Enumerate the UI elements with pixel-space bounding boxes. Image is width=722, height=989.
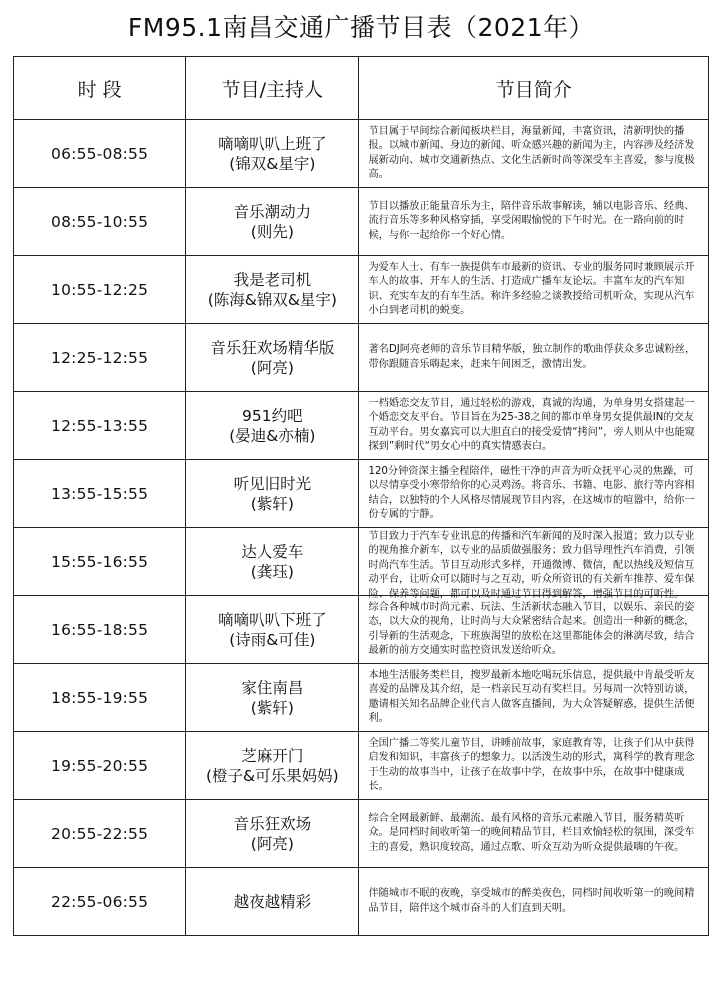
program-description: 一档婚恋交友节目，通过轻松的游戏，真诚的沟通，为单身男女搭建起一个婚恋交友平台。节目旨在为25-38之间的都市单身男女提供最IN的交友互动平台。男女嘉宾可以大胆直白的接受爱情“拷问”，旁人则从中也能窥探到”剩时代“男女心中的真实情感表白。 bbox=[368, 397, 695, 452]
description-cell bbox=[359, 664, 709, 732]
description-cell bbox=[359, 596, 709, 664]
program-cell bbox=[186, 324, 359, 392]
program-cell bbox=[186, 188, 359, 256]
program-name: 听见旧时光 bbox=[233, 474, 312, 493]
program-cell bbox=[186, 120, 359, 188]
program-cell bbox=[186, 664, 359, 732]
table-row bbox=[14, 324, 709, 392]
table-row bbox=[14, 256, 709, 324]
time-slot: 10:55-12:25 bbox=[14, 256, 186, 324]
schedule-body bbox=[14, 120, 709, 936]
program-host: (阿亮) bbox=[250, 834, 294, 853]
table-row bbox=[14, 188, 709, 256]
header-description: 节目简介 bbox=[359, 57, 709, 120]
program-host: (晏迪&亦楠) bbox=[229, 426, 316, 445]
program-name: 芝麻开门 bbox=[241, 746, 304, 765]
program-name: 家住南昌 bbox=[241, 678, 304, 697]
table-row bbox=[14, 732, 709, 800]
program-host: (陈海&锦双&星宇) bbox=[207, 290, 337, 309]
program-host: (龚珏) bbox=[250, 562, 294, 581]
description-cell bbox=[359, 732, 709, 800]
program-name: 音乐狂欢场精华版 bbox=[210, 338, 335, 357]
description-cell bbox=[359, 324, 709, 392]
time-slot: 20:55-22:55 bbox=[14, 800, 186, 868]
program-cell bbox=[186, 460, 359, 528]
description-cell bbox=[359, 120, 709, 188]
table-header-row bbox=[14, 57, 709, 120]
program-name: 音乐潮动力 bbox=[233, 202, 312, 221]
program-cell bbox=[186, 800, 359, 868]
time-slot: 12:55-13:55 bbox=[14, 392, 186, 460]
program-host: (则先) bbox=[250, 222, 294, 241]
program-name: 我是老司机 bbox=[233, 270, 312, 289]
time-slot: 16:55-18:55 bbox=[14, 596, 186, 664]
program-host: (阿亮) bbox=[250, 358, 294, 377]
time-slot: 13:55-15:55 bbox=[14, 460, 186, 528]
program-description: 本地生活服务类栏目，搜罗最新本地吃喝玩乐信息，提供最中肯最受听友喜爱的品牌及其介绍，是一档亲民互动有奖栏目。另每周一次特别访谈，邀请相关知名品牌企业代言人做客直播间，为大众答疑解惑，提供生活便利。 bbox=[368, 669, 695, 724]
program-host: (紫轩) bbox=[250, 698, 294, 717]
schedule-table bbox=[13, 56, 709, 936]
program-host: (紫轩) bbox=[250, 494, 294, 513]
program-name: 951约吧 bbox=[242, 406, 303, 425]
program-cell bbox=[186, 528, 359, 596]
program-host: (诗雨&可佳) bbox=[229, 630, 316, 649]
description-cell bbox=[359, 868, 709, 936]
table-row bbox=[14, 800, 709, 868]
time-slot: 22:55-06:55 bbox=[14, 868, 186, 936]
program-description: 节目属于早间综合新闻板块栏目，海量新闻，丰富资讯，清新明快的播报。以城市新闻、身边的新闻、听众感兴趣的新闻为主，内容涉及经济发展新动向、城市交通新热点、文化生活新时尚等深受车主喜爱，参与度极高。 bbox=[368, 125, 695, 180]
program-name: 越夜越精彩 bbox=[233, 892, 312, 911]
program-name: 嘀嘀叭叭上班了 bbox=[218, 134, 327, 153]
program-host: (橙子&可乐果妈妈) bbox=[206, 766, 339, 785]
description-cell bbox=[359, 392, 709, 460]
program-cell bbox=[186, 596, 359, 664]
program-description: 节目致力于汽车专业讯息的传播和汽车新闻的及时深入报道；致力以专业的视角推介新车，以专业的品质做强服务；致力倡导理性汽车消费，引领时尚汽车生活。节目互动形式多样，开通微博、微信，配以热线及短信互动平台，让听众可以随时与之互动，听众所资讯的有关新车推荐、爱车保险、保养等问题，都可以及时通过节目得到解答，增强节目的可听性。 bbox=[368, 530, 695, 600]
program-description: 为爱车人士、有车一族提供车市最新的资讯、专业的服务同时兼顾展示开车人的故事、开车人的生活、打造成广播车友论坛。丰富车友的汽车知识、充实车友的有车生活。称许多经验之谈教授给司机听众，实现从汽车小白到老司机的蜕变。 bbox=[368, 261, 695, 316]
table-row bbox=[14, 868, 709, 936]
program-name: 达人爱车 bbox=[241, 542, 304, 561]
program-cell bbox=[186, 732, 359, 800]
table-row bbox=[14, 460, 709, 528]
header-program: 节目/主持人 bbox=[186, 57, 359, 120]
time-slot: 18:55-19:55 bbox=[14, 664, 186, 732]
time-slot: 19:55-20:55 bbox=[14, 732, 186, 800]
program-cell bbox=[186, 392, 359, 460]
description-cell bbox=[359, 460, 709, 528]
description-cell bbox=[359, 528, 709, 600]
table-row bbox=[14, 664, 709, 732]
time-slot: 08:55-10:55 bbox=[14, 188, 186, 256]
program-description: 著名DJ阿亮老师的音乐节目精华版，独立制作的歌曲俘获众多忠诚粉丝，带你跟随音乐嗨起来，赶来午间困乏，激情出发。 bbox=[368, 344, 696, 370]
table-row bbox=[14, 120, 709, 188]
program-host: (锦双&星宇) bbox=[229, 154, 316, 173]
page-title: FM95.1南昌交通广播节目表（2021年） bbox=[127, 13, 595, 42]
program-description: 节目以播放正能量音乐为主，陪伴音乐故事解读，辅以电影音乐、经典、流行音乐等多种风格穿插，享受闲暇愉悦的下午时光。在一路向前的时候，与你一起给你一个好心情。 bbox=[368, 200, 695, 241]
program-description: 全国广播二等奖儿童节目，讲睡前故事，家庭教育等，让孩子们从中获得启发和知识，丰富孩子的想象力。以活泼生动的形式，寓科学的教育理念于生动的故事当中，让孩子在故事中学，在故事中乐，在故事中健康成长。 bbox=[368, 737, 695, 792]
program-name: 音乐狂欢场 bbox=[233, 814, 312, 833]
header-time: 时 段 bbox=[14, 57, 186, 120]
program-description: 120分钟资深主播全程陪伴，磁性干净的声音为听众抚平心灵的焦躁，可以尽情享受小寒带给你的心灵鸡汤。将音乐、书籍、电影、旅行等内容相结合，以独特的个人风格尽情展现节目内容，在这城市的喧嚣中，给你一份专属的宁静。 bbox=[368, 465, 695, 520]
program-description: 伴随城市不眠的夜晚，享受城市的醉美夜色，同档时间收听第一的晚间精品节目，陪伴这个城市奋斗的人们直到天明。 bbox=[368, 888, 695, 914]
table-row bbox=[14, 528, 709, 596]
program-name: 嘀嘀叭叭下班了 bbox=[218, 610, 327, 629]
table-row bbox=[14, 392, 709, 460]
program-description: 综合各种城市时尚元素、玩法、生活新状态融入节目，以娱乐、亲民的姿态，以大众的视角，让时尚与大众紧密结合起来。创造出一种新的概念，引导新的生活观念，下班族渴望的放松在这里都能体会的淋漓尽致，结合最新的前方交通实时监控资讯发送给听众。 bbox=[368, 601, 695, 656]
program-cell bbox=[186, 256, 359, 324]
time-slot: 15:55-16:55 bbox=[14, 528, 186, 596]
table-row bbox=[14, 596, 709, 664]
program-description: 综合全网最新鲜、最潮流、最有风格的音乐元素融入节目，服务精英听众。是同档时间收听第一的晚间精品节目，栏目欢愉轻松的氛围，深受车主的喜爱，熟识度较高，通过点歌、听众互动为听众提供最嗨的午夜。 bbox=[368, 812, 695, 853]
description-cell bbox=[359, 188, 709, 256]
time-slot: 12:25-12:55 bbox=[14, 324, 186, 392]
description-cell bbox=[359, 800, 709, 868]
program-cell bbox=[186, 868, 359, 936]
time-slot: 06:55-08:55 bbox=[14, 120, 186, 188]
description-cell bbox=[359, 256, 709, 324]
